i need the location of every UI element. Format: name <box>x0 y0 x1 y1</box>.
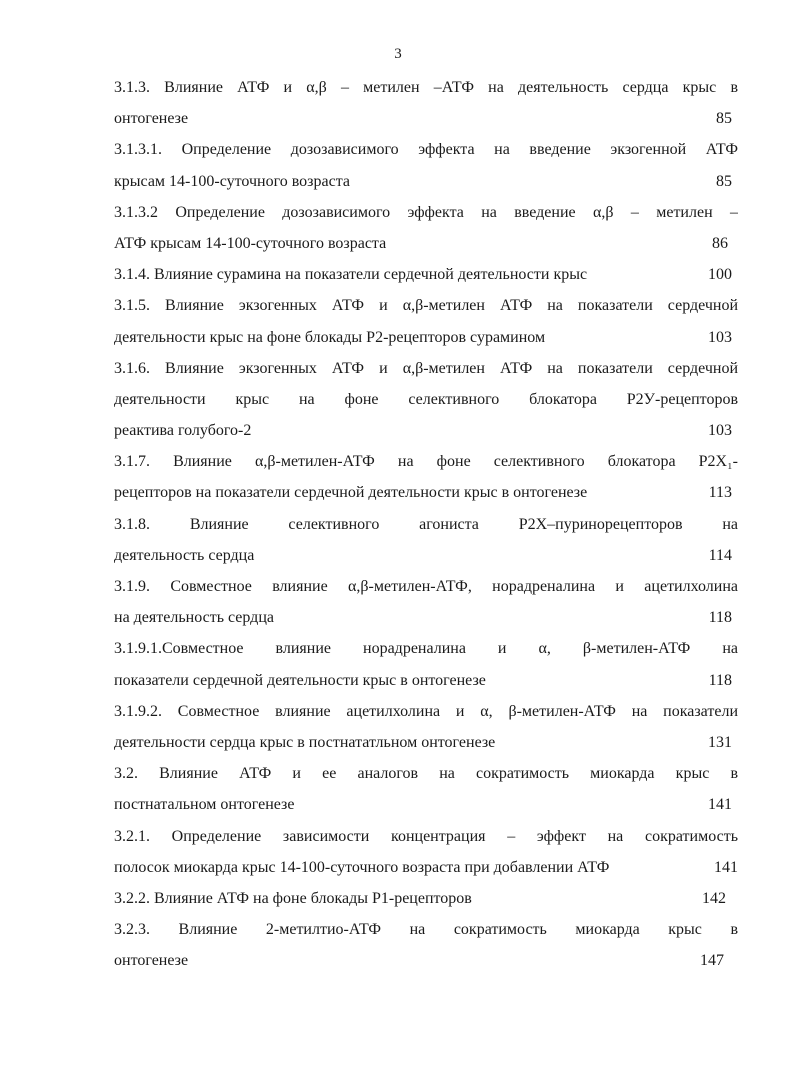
toc-page-number: 141 <box>714 858 738 876</box>
toc-entry-last-line <box>114 727 738 758</box>
toc-entry-last-line <box>114 322 738 353</box>
toc-page-number: 118 <box>708 609 732 627</box>
toc-page-number: 103 <box>708 422 732 440</box>
toc-entry-line: 3.2.3. Влияние 2-метилтио-АТФ на сократимость миокарда крыс в <box>114 921 738 939</box>
toc-entry-line: 3.1.9.2. Совместное влияние ацетилхолина и α, β-метилен-АТФ на показатели <box>114 702 738 720</box>
toc-entry <box>114 353 738 447</box>
toc-entry-last-line <box>114 103 738 134</box>
toc-page-number: 114 <box>708 546 732 564</box>
toc-entry-title: 3.2.2. Влияние АТФ на фоне блокады Р1-рецепторов <box>114 889 472 907</box>
toc-entry-last-line <box>114 789 738 820</box>
toc-page-number: 113 <box>708 484 732 502</box>
toc-page-number: 147 <box>700 952 724 970</box>
toc-entry-last-line <box>114 415 738 446</box>
toc-entry <box>114 290 738 352</box>
toc-entry-last-line <box>114 259 738 290</box>
toc-entry-line: 3.1.9. Совместное влияние α,β-метилен-АТФ, норадреналина и ацетилхолина <box>114 578 738 595</box>
toc-entry-title: крысам 14-100-суточного возраста <box>114 172 350 190</box>
toc-entry-title: АТФ крысам 14-100-суточного возраста <box>114 234 387 252</box>
toc-entry-line: 3.2. Влияние АТФ и ее аналогов на сократимость миокарда крыс в <box>114 765 738 783</box>
toc-entry-title: постнатальном онтогенезе <box>114 796 295 814</box>
toc-page-number: 85 <box>716 110 732 128</box>
toc-entry-title: деятельности сердца крыс в постнататльном онтогенезе <box>114 733 496 751</box>
toc-page-number: 142 <box>702 889 726 907</box>
toc-page-number: 85 <box>716 172 732 190</box>
toc-page-number: 118 <box>708 671 732 689</box>
toc-entry <box>114 696 738 758</box>
toc-entry-line: 3.1.3. Влияние АТФ и α,β – метилен –АТФ на деятельность сердца крыс в <box>114 79 738 96</box>
toc-entry-last-line <box>114 883 738 914</box>
toc-entry-line: 3.1.3.1. Определение дозозависимого эффекта на введение экзогенной АТФ <box>114 141 738 159</box>
toc-entry-line: 3.1.8. Влияние селективного агониста Р2Х–пуринорецепторов на <box>114 515 738 533</box>
toc-entry-last-line <box>114 852 738 883</box>
toc-entry-title: рецепторов на показатели сердечной деятельности крыс в онтогенезе <box>114 484 588 502</box>
toc-entry-last-line <box>114 228 738 259</box>
toc-entry <box>114 633 738 695</box>
toc-entry-line: 3.1.3.2 Определение дозозависимого эффекта на введение α,β – метилен – <box>114 203 738 221</box>
toc-entry-title: онтогенезе <box>114 110 189 128</box>
toc-entry <box>114 259 738 290</box>
toc-entry <box>114 914 738 976</box>
toc-entry <box>114 197 738 259</box>
toc-entry-last-line <box>114 602 738 633</box>
toc-entry-title: 3.1.4. Влияние сурамина на показатели сердечной деятельности крыс <box>114 266 588 284</box>
toc-page-number: 131 <box>708 733 732 751</box>
toc-entry <box>114 821 738 883</box>
toc-entry-title: деятельность сердца <box>114 546 255 564</box>
table-of-contents <box>114 72 738 976</box>
toc-entry <box>114 509 738 571</box>
toc-entry-last-line <box>114 477 738 508</box>
toc-page-number: 100 <box>708 266 732 284</box>
toc-entry <box>114 758 738 820</box>
toc-entry-line: 3.1.5. Влияние экзогенных АТФ и α,β-метилен АТФ на показатели сердечной <box>114 297 738 315</box>
toc-entry-last-line <box>114 166 738 197</box>
toc-entry-title: онтогенезе <box>114 952 189 970</box>
toc-entry-title: полосок миокарда крыс 14-100-суточного возраста при добавлении АТФ <box>114 858 610 876</box>
toc-entry <box>114 134 738 196</box>
toc-entry <box>114 72 738 134</box>
toc-page-number: 103 <box>708 328 732 346</box>
page-number: 3 <box>394 46 402 62</box>
toc-entry <box>114 883 738 914</box>
toc-entry-title: на деятельность сердца <box>114 609 274 627</box>
toc-entry-title: деятельности крыс на фоне блокады Р2-рецепторов сурамином <box>114 328 546 346</box>
toc-entry-line: 3.2.1. Определение зависимости концентрация – эффект на сократимость <box>114 827 738 845</box>
toc-page-number: 86 <box>712 234 728 252</box>
toc-page-number: 141 <box>708 796 732 814</box>
toc-entry-line: деятельности крыс на фоне селективного блокатора Р2У-рецепторов <box>114 390 738 408</box>
toc-entry <box>114 571 738 633</box>
toc-entry-line: 3.1.7. Влияние α,β-метилен-АТФ на фоне селективного блокатора Р2Х₁- <box>114 453 738 471</box>
toc-entry-line: 3.1.9.1.Совместное влияние норадреналина и α, β-метилен-АТФ на <box>114 640 738 658</box>
toc-entry-line: 3.1.6. Влияние экзогенных АТФ и α,β-метилен АТФ на показатели сердечной <box>114 359 738 377</box>
toc-entry-last-line <box>114 540 738 571</box>
toc-entry-last-line <box>114 945 738 976</box>
toc-entry-last-line <box>114 665 738 696</box>
toc-entry-title: показатели сердечной деятельности крыс в онтогенезе <box>114 671 486 689</box>
toc-entry <box>114 446 738 508</box>
toc-entry-title: реактива голубого-2 <box>114 422 252 440</box>
